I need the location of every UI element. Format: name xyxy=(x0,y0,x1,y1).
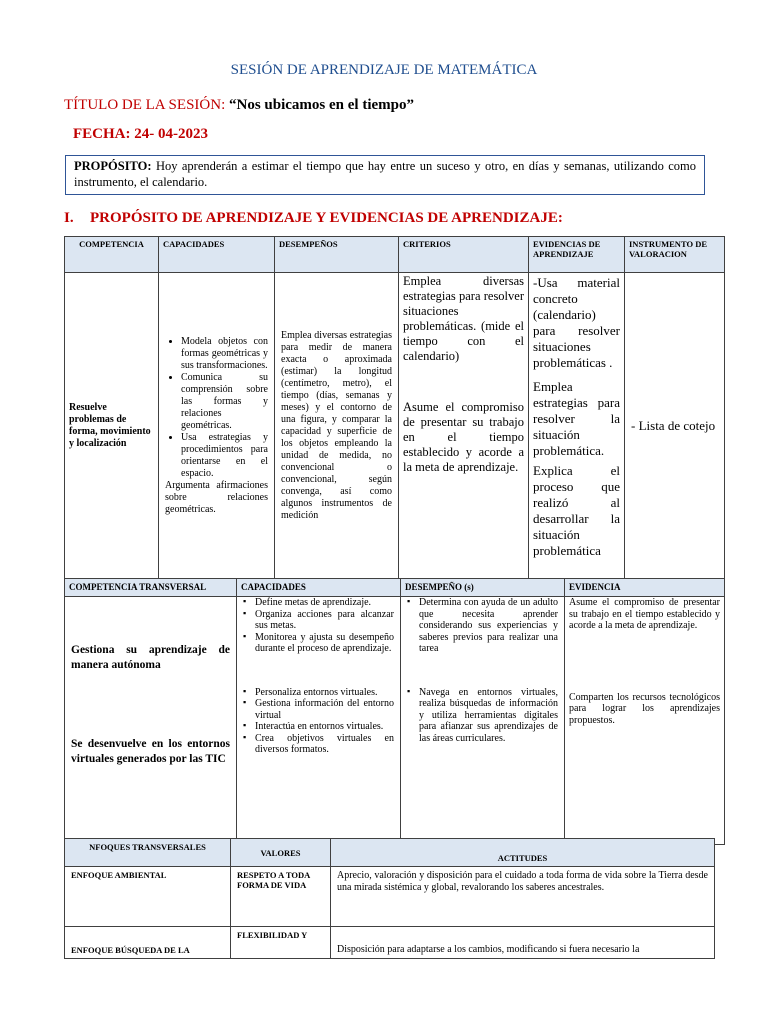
list-item: ▪ Personaliza entornos virtuales. xyxy=(243,687,394,699)
transversal-competencies-table xyxy=(64,578,725,845)
competencia-cell: Resuelve problemas de forma, movimiento y localización xyxy=(65,273,159,580)
table-header-row xyxy=(65,579,725,597)
instrumento-cell: - Lista de cotejo xyxy=(625,273,725,580)
enfoque-cell: ENFOQUE AMBIENTAL xyxy=(65,867,231,927)
table-header-row xyxy=(65,237,725,273)
list-item: ▪ Determina con ayuda de un adulto que necesita aprender considerando sus experiencias y saberes previos para realizar una tarea xyxy=(407,597,558,655)
enfoque-cell: ENFOQUE BÚSQUEDA DE LA xyxy=(65,927,231,959)
header-competencia: COMPETENCIA xyxy=(65,237,159,273)
session-title xyxy=(64,97,414,114)
capacidades-extra: Argumenta afirmaciones sobre relaciones geométricas. xyxy=(165,480,268,515)
evidencia-2: Comparten los recursos tecnológicos para lograr los aprendizajes propuestos. xyxy=(569,691,720,726)
header-enfoques: NFOQUES TRANSVERSALES xyxy=(65,839,231,867)
evidencias-text-1: -Usa material concreto (calendario) para resolver situaciones problemáticas . xyxy=(533,275,620,370)
evidencias-text-2: Emplea estrategias para resolver la situación problemática. xyxy=(533,379,620,458)
transversal-approaches-table xyxy=(64,838,715,959)
capacidades-cell xyxy=(159,273,275,580)
section-heading xyxy=(64,210,563,227)
table-row xyxy=(65,273,725,580)
header-instrumento: INSTRUMENTO DE VALORACION xyxy=(625,237,725,273)
header-criterios: CRITERIOS xyxy=(399,237,529,273)
evidencia-transversal-cell xyxy=(565,597,725,845)
table-row xyxy=(65,597,725,845)
header-capacidades: CAPACIDADES xyxy=(159,237,275,273)
criterios-text-1: Emplea diversas estrategias para resolver situaciones problemáticas. (mide el tiempo con el calendario) xyxy=(403,274,524,363)
table-header-row xyxy=(65,839,715,867)
competencia-1: Gestiona su aprendizaje de manera autónoma xyxy=(71,644,230,671)
evidencias-cell xyxy=(529,273,625,580)
header-capacidades: CAPACIDADES xyxy=(237,579,401,597)
criterios-cell xyxy=(399,273,529,580)
evidencia-1: Asume el compromiso de presentar su trabajo en el tiempo establecido y acorde a la meta de aprendizaje. xyxy=(569,597,720,631)
header-desempenos: DESEMPEÑOS xyxy=(275,237,399,273)
actitud-cell: Disposición para adaptarse a los cambios, modificando si fuera necesario la xyxy=(331,927,715,959)
session-title-value: “Nos ubicamos en el tiempo” xyxy=(229,97,414,113)
capacidades-transversal-cell xyxy=(237,597,401,845)
header-desempeno: DESEMPEÑO (s) xyxy=(401,579,565,597)
section-title: PROPÓSITO DE APRENDIZAJE Y EVIDENCIAS DE APRENDIZAJE: xyxy=(90,210,563,226)
header-evidencias: EVIDENCIAS DE APRENDIZAJE xyxy=(529,237,625,273)
learning-purpose-table xyxy=(64,236,725,580)
header-evidencia: EVIDENCIA xyxy=(565,579,725,597)
header-competencia-transversal: COMPETENCIA TRANSVERSAL xyxy=(65,579,237,597)
list-item: ▪ Gestiona información del entorno virtual xyxy=(243,698,394,721)
purpose-label: PROPÓSITO: xyxy=(74,159,152,173)
header-actitudes: ACTITUDES xyxy=(331,839,715,867)
list-item: ▪ Navega en entornos virtuales, realiza búsquedas de información y utiliza herramientas digitales para afianzar sus aprendizajes de las áreas curriculares. xyxy=(407,687,558,745)
section-number: I. xyxy=(64,210,74,226)
header-valores: VALORES xyxy=(231,839,331,867)
session-title-label: TÍTULO DE LA SESIÓN: xyxy=(64,97,226,113)
list-item: • Modela objetos con formas geométricas y sus transformaciones. xyxy=(181,336,268,372)
purpose-text: Hoy aprenderán a estimar el tiempo que hay entre un suceso y otro, en días y semanas, utilizando como instrumento, el calendario. xyxy=(74,159,696,189)
desempeno-transversal-cell xyxy=(401,597,565,845)
competencia-2: Se desenvuelve en los entornos virtuales generados por las TIC xyxy=(71,738,230,765)
table-row xyxy=(65,927,715,959)
evidencias-text-3: Explica el proceso que realizó al desarrollar la situación problemática xyxy=(533,463,620,558)
session-date: FECHA: 24- 04-2023 xyxy=(73,126,208,142)
list-item: ▪ Organiza acciones para alcanzar sus metas. xyxy=(243,609,394,632)
list-item: • Usa estrategias y procedimientos para orientarse en el espacio. xyxy=(181,432,268,480)
list-item: ▪ Interactúa en entornos virtuales. xyxy=(243,721,394,733)
list-item: ▪ Crea objetivos virtuales en diversos formatos. xyxy=(243,733,394,756)
valor-cell: FLEXIBILIDAD Y xyxy=(231,927,331,959)
criterios-text-2: Asume el compromiso de presentar su trabajo en el tiempo establecido y acorde a la meta de aprendizaje. xyxy=(403,400,524,474)
list-item: • Comunica su comprensión sobre las formas y relaciones geométricas. xyxy=(181,372,268,432)
table-row xyxy=(65,867,715,927)
desempeno-cell: Emplea diversas estrategias para medir de manera exacta o aproximada (estimar) la longitud (centímetro, metro), el tiempo (días, semanas y meses) y el contorno de una figura, y comparar la capacidad y superficie de los objetos empleando la unidad de medida, no convencional o convencional, según convenga, así como algunos instrumentos de medición xyxy=(275,273,399,580)
purpose-box xyxy=(65,155,705,195)
page-title: SESIÓN DE APRENDIZAJE DE MATEMÁTICA xyxy=(230,62,538,78)
competencia-transversal-cell xyxy=(65,597,237,845)
list-item: ▪ Define metas de aprendizaje. xyxy=(243,597,394,609)
actitud-cell: Aprecio, valoración y disposición para el cuidado a toda forma de vida sobre la Tierra desde una mirada sistémica y global, revalorando los saberes ancestrales. xyxy=(331,867,715,927)
list-item: ▪ Monitorea y ajusta su desempeño durante el proceso de aprendizaje. xyxy=(243,632,394,655)
valor-cell: RESPETO A TODA FORMA DE VIDA xyxy=(231,867,331,927)
